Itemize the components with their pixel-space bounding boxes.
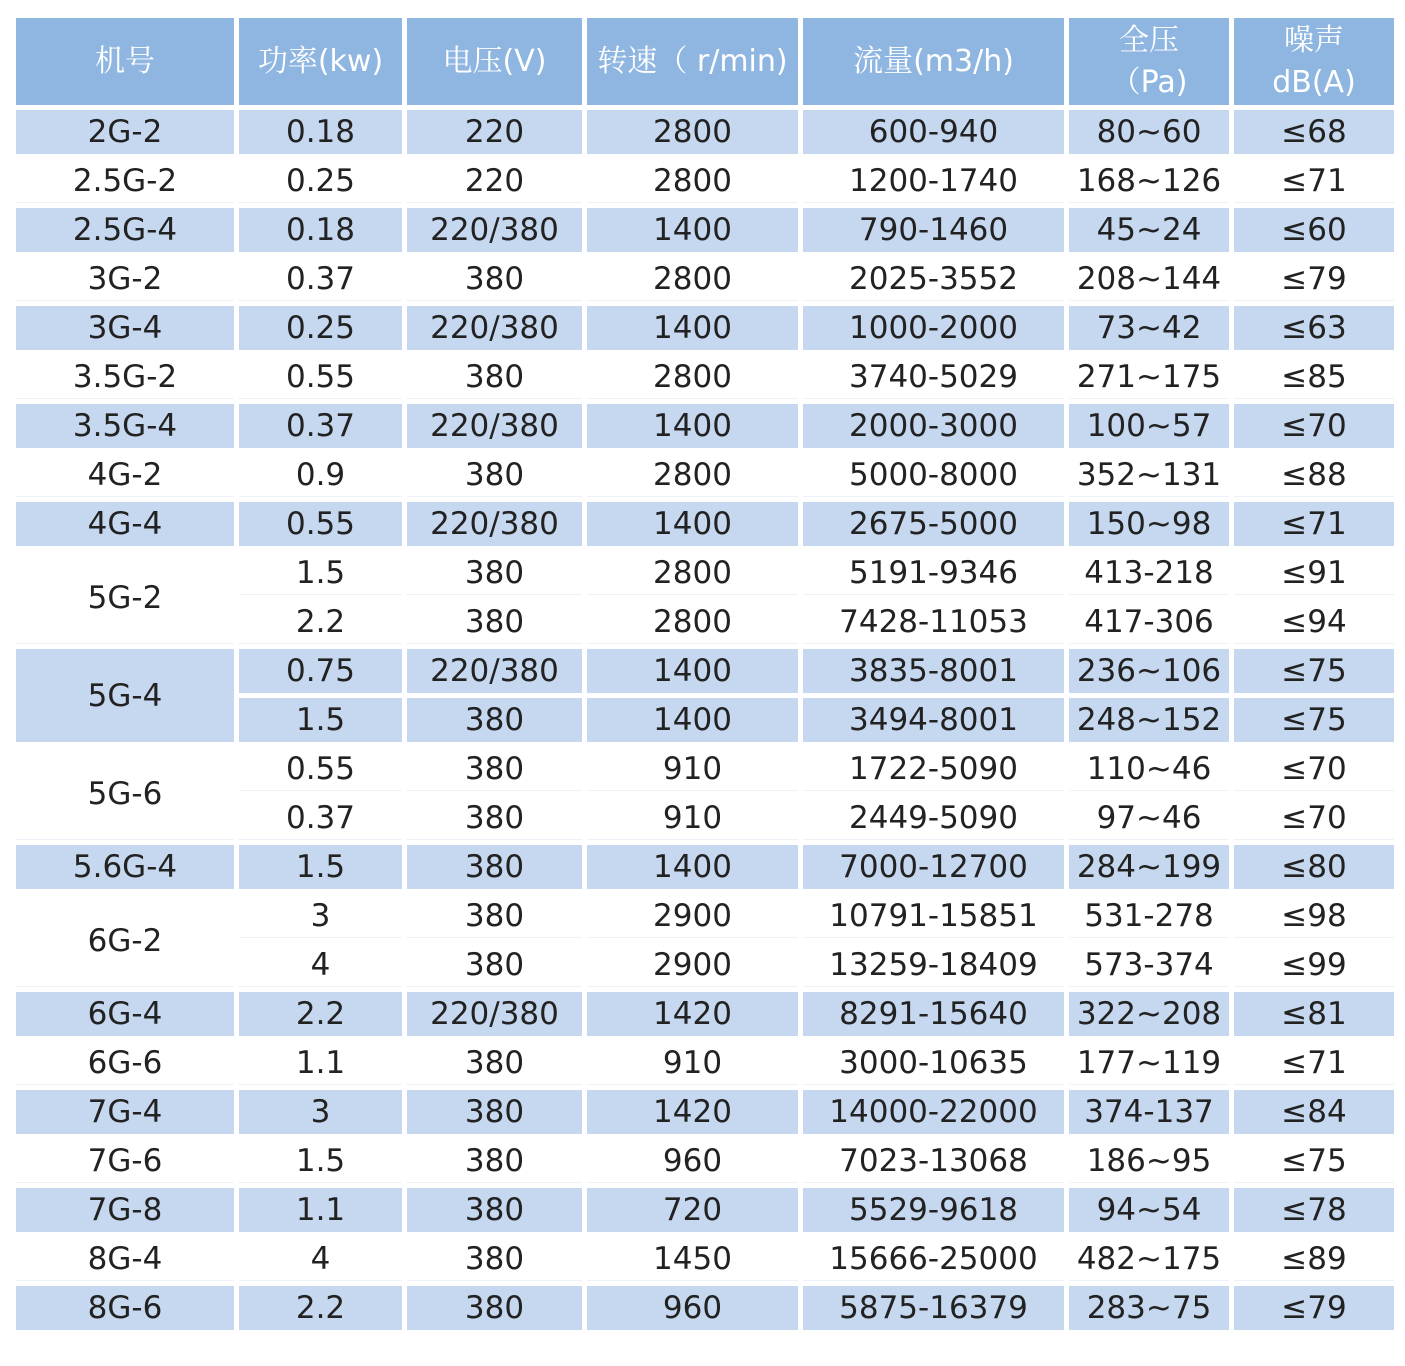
- voltage-cell: 380: [407, 894, 582, 938]
- header-model: [16, 18, 234, 105]
- header-noise: [1234, 18, 1394, 105]
- table-row: [16, 845, 1394, 889]
- table-row: [16, 1286, 1394, 1330]
- table-row: [16, 306, 1394, 350]
- table-row: [16, 257, 1394, 301]
- pressure-cell: 248~152: [1069, 698, 1229, 742]
- pressure-cell: 97~46: [1069, 796, 1229, 840]
- power-cell: 4: [239, 943, 402, 987]
- pressure-cell: 413-218: [1069, 551, 1229, 595]
- flow-cell: 7000-12700: [803, 845, 1064, 889]
- model-cell: 6G-4: [16, 992, 234, 1036]
- pressure-cell: 284~199: [1069, 845, 1229, 889]
- flow-cell: 3740-5029: [803, 355, 1064, 399]
- voltage-cell: 380: [407, 943, 582, 987]
- power-cell: 1.1: [239, 1188, 402, 1232]
- voltage-cell: 380: [407, 551, 582, 595]
- noise-cell: ≤81: [1234, 992, 1394, 1036]
- voltage-cell: 380: [407, 1286, 582, 1330]
- table-row: [16, 1139, 1394, 1183]
- power-cell: 0.55: [239, 355, 402, 399]
- model-cell: 5G-6: [16, 747, 234, 840]
- model-cell: 3.5G-4: [16, 404, 234, 448]
- table-row: [16, 502, 1394, 546]
- model-cell: 2.5G-4: [16, 208, 234, 252]
- pressure-cell: 482~175: [1069, 1237, 1229, 1281]
- noise-cell: ≤75: [1234, 1139, 1394, 1183]
- pressure-cell: 271~175: [1069, 355, 1229, 399]
- speed-cell: 1400: [587, 649, 798, 693]
- pressure-cell: 177~119: [1069, 1041, 1229, 1085]
- pressure-cell: 573-374: [1069, 943, 1229, 987]
- voltage-cell: 380: [407, 1237, 582, 1281]
- flow-cell: 790-1460: [803, 208, 1064, 252]
- header-label: 流量(m3/h): [853, 43, 1014, 79]
- flow-cell: 2025-3552: [803, 257, 1064, 301]
- noise-cell: ≤71: [1234, 159, 1394, 203]
- voltage-cell: 380: [407, 698, 582, 742]
- model-cell: 3.5G-2: [16, 355, 234, 399]
- table-row: [16, 1237, 1394, 1281]
- voltage-cell: 220: [407, 110, 582, 154]
- power-cell: 1.5: [239, 1139, 402, 1183]
- model-cell: 4G-2: [16, 453, 234, 497]
- table-row: [16, 992, 1394, 1036]
- speed-cell: 1420: [587, 992, 798, 1036]
- power-cell: 2.2: [239, 992, 402, 1036]
- model-cell: 3G-4: [16, 306, 234, 350]
- pressure-cell: 208~144: [1069, 257, 1229, 301]
- power-cell: 2.2: [239, 600, 402, 644]
- header-speed: [587, 18, 798, 105]
- noise-cell: ≤84: [1234, 1090, 1394, 1134]
- flow-cell: 15666-25000: [803, 1237, 1064, 1281]
- noise-cell: ≤71: [1234, 502, 1394, 546]
- voltage-cell: 220/380: [407, 992, 582, 1036]
- pressure-cell: 236~106: [1069, 649, 1229, 693]
- noise-cell: ≤80: [1234, 845, 1394, 889]
- power-cell: 1.5: [239, 551, 402, 595]
- speed-cell: 1420: [587, 1090, 798, 1134]
- power-cell: 0.55: [239, 502, 402, 546]
- voltage-cell: 220/380: [407, 404, 582, 448]
- voltage-cell: 380: [407, 1139, 582, 1183]
- voltage-cell: 380: [407, 796, 582, 840]
- model-cell: 7G-8: [16, 1188, 234, 1232]
- header-label: 机号: [95, 43, 155, 79]
- header-label: 转速（ r/min): [597, 43, 788, 79]
- table-row: [16, 404, 1394, 448]
- flow-cell: 7023-13068: [803, 1139, 1064, 1183]
- power-cell: 0.18: [239, 110, 402, 154]
- voltage-cell: 380: [407, 257, 582, 301]
- model-cell: 5G-2: [16, 551, 234, 644]
- noise-cell: ≤88: [1234, 453, 1394, 497]
- flow-cell: 1722-5090: [803, 747, 1064, 791]
- noise-cell: ≤68: [1234, 110, 1394, 154]
- power-cell: 3: [239, 894, 402, 938]
- noise-cell: ≤78: [1234, 1188, 1394, 1232]
- pressure-cell: 322~208: [1069, 992, 1229, 1036]
- power-cell: 3: [239, 1090, 402, 1134]
- header-voltage: [407, 18, 582, 105]
- power-cell: 0.9: [239, 453, 402, 497]
- pressure-cell: 80~60: [1069, 110, 1229, 154]
- model-cell: 2.5G-2: [16, 159, 234, 203]
- speed-cell: 2800: [587, 551, 798, 595]
- speed-cell: 910: [587, 747, 798, 791]
- model-cell: 3G-2: [16, 257, 234, 301]
- flow-cell: 2675-5000: [803, 502, 1064, 546]
- noise-cell: ≤89: [1234, 1237, 1394, 1281]
- flow-cell: 5529-9618: [803, 1188, 1064, 1232]
- power-cell: 0.55: [239, 747, 402, 791]
- noise-cell: ≤99: [1234, 943, 1394, 987]
- noise-cell: ≤60: [1234, 208, 1394, 252]
- speed-cell: 1400: [587, 502, 798, 546]
- voltage-cell: 380: [407, 1090, 582, 1134]
- power-cell: 0.37: [239, 257, 402, 301]
- header-pressure: [1069, 18, 1229, 105]
- power-cell: 0.25: [239, 159, 402, 203]
- power-cell: 1.5: [239, 698, 402, 742]
- power-cell: 0.37: [239, 796, 402, 840]
- header-label: 噪声: [1284, 22, 1344, 58]
- model-cell: 7G-4: [16, 1090, 234, 1134]
- voltage-cell: 380: [407, 747, 582, 791]
- table-row: [16, 1090, 1394, 1134]
- header-flow: [803, 18, 1064, 105]
- speed-cell: 2800: [587, 453, 798, 497]
- speed-cell: 1400: [587, 698, 798, 742]
- header-power: [239, 18, 402, 105]
- speed-cell: 910: [587, 1041, 798, 1085]
- noise-cell: ≤63: [1234, 306, 1394, 350]
- speed-cell: 2800: [587, 110, 798, 154]
- pressure-cell: 186~95: [1069, 1139, 1229, 1183]
- pressure-cell: 374-137: [1069, 1090, 1229, 1134]
- flow-cell: 3835-8001: [803, 649, 1064, 693]
- pressure-cell: 531-278: [1069, 894, 1229, 938]
- pressure-cell: 417-306: [1069, 600, 1229, 644]
- power-cell: 0.18: [239, 208, 402, 252]
- model-cell: 2G-2: [16, 110, 234, 154]
- voltage-cell: 380: [407, 1041, 582, 1085]
- noise-cell: ≤98: [1234, 894, 1394, 938]
- noise-cell: ≤79: [1234, 1286, 1394, 1330]
- flow-cell: 600-940: [803, 110, 1064, 154]
- speed-cell: 2900: [587, 894, 798, 938]
- flow-cell: 2449-5090: [803, 796, 1064, 840]
- speed-cell: 720: [587, 1188, 798, 1232]
- speed-cell: 960: [587, 1286, 798, 1330]
- flow-cell: 3494-8001: [803, 698, 1064, 742]
- pressure-cell: 73~42: [1069, 306, 1229, 350]
- table-row: [16, 355, 1394, 399]
- power-cell: 0.75: [239, 649, 402, 693]
- pressure-cell: 45~24: [1069, 208, 1229, 252]
- pressure-cell: 100~57: [1069, 404, 1229, 448]
- flow-cell: 8291-15640: [803, 992, 1064, 1036]
- flow-cell: 7428-11053: [803, 600, 1064, 644]
- voltage-cell: 380: [407, 1188, 582, 1232]
- speed-cell: 1400: [587, 306, 798, 350]
- table-row: [16, 1041, 1394, 1085]
- speed-cell: 2800: [587, 600, 798, 644]
- model-cell: 4G-4: [16, 502, 234, 546]
- table-body: [16, 110, 1394, 1330]
- header-unit: dB(A): [1272, 64, 1356, 100]
- voltage-cell: 380: [407, 453, 582, 497]
- noise-cell: ≤70: [1234, 747, 1394, 791]
- header-row: [16, 18, 1394, 105]
- flow-cell: 5000-8000: [803, 453, 1064, 497]
- model-cell: 5G-4: [16, 649, 234, 742]
- header-label: 电压(V): [442, 43, 547, 79]
- fan-spec-table: [11, 13, 1399, 1335]
- speed-cell: 1400: [587, 404, 798, 448]
- voltage-cell: 380: [407, 355, 582, 399]
- model-cell: 7G-6: [16, 1139, 234, 1183]
- flow-cell: 5875-16379: [803, 1286, 1064, 1330]
- speed-cell: 1450: [587, 1237, 798, 1281]
- noise-cell: ≤75: [1234, 649, 1394, 693]
- flow-cell: 2000-3000: [803, 404, 1064, 448]
- power-cell: 2.2: [239, 1286, 402, 1330]
- power-cell: 0.37: [239, 404, 402, 448]
- noise-cell: ≤94: [1234, 600, 1394, 644]
- table-row: [16, 453, 1394, 497]
- table-row: [16, 894, 1394, 938]
- voltage-cell: 380: [407, 845, 582, 889]
- speed-cell: 2900: [587, 943, 798, 987]
- voltage-cell: 220/380: [407, 502, 582, 546]
- pressure-cell: 150~98: [1069, 502, 1229, 546]
- flow-cell: 5191-9346: [803, 551, 1064, 595]
- pressure-cell: 352~131: [1069, 453, 1229, 497]
- speed-cell: 2800: [587, 355, 798, 399]
- header-label: 功率(kw): [257, 43, 384, 79]
- noise-cell: ≤75: [1234, 698, 1394, 742]
- speed-cell: 960: [587, 1139, 798, 1183]
- noise-cell: ≤70: [1234, 404, 1394, 448]
- table-row: [16, 1188, 1394, 1232]
- pressure-cell: 110~46: [1069, 747, 1229, 791]
- power-cell: 0.25: [239, 306, 402, 350]
- flow-cell: 3000-10635: [803, 1041, 1064, 1085]
- flow-cell: 14000-22000: [803, 1090, 1064, 1134]
- voltage-cell: 220/380: [407, 306, 582, 350]
- flow-cell: 1000-2000: [803, 306, 1064, 350]
- table-row: [16, 747, 1394, 791]
- speed-cell: 2800: [587, 257, 798, 301]
- speed-cell: 910: [587, 796, 798, 840]
- voltage-cell: 220: [407, 159, 582, 203]
- noise-cell: ≤79: [1234, 257, 1394, 301]
- flow-cell: 10791-15851: [803, 894, 1064, 938]
- voltage-cell: 220/380: [407, 649, 582, 693]
- table-row: [16, 551, 1394, 595]
- table-row: [16, 208, 1394, 252]
- header-label: 全压: [1119, 22, 1179, 58]
- voltage-cell: 220/380: [407, 208, 582, 252]
- flow-cell: 1200-1740: [803, 159, 1064, 203]
- table-row: [16, 110, 1394, 154]
- speed-cell: 1400: [587, 845, 798, 889]
- table-row: [16, 159, 1394, 203]
- flow-cell: 13259-18409: [803, 943, 1064, 987]
- power-cell: 1.1: [239, 1041, 402, 1085]
- noise-cell: ≤70: [1234, 796, 1394, 840]
- pressure-cell: 283~75: [1069, 1286, 1229, 1330]
- noise-cell: ≤91: [1234, 551, 1394, 595]
- model-cell: 6G-6: [16, 1041, 234, 1085]
- speed-cell: 2800: [587, 159, 798, 203]
- table-row: [16, 649, 1394, 693]
- table-header: [16, 18, 1394, 105]
- speed-cell: 1400: [587, 208, 798, 252]
- power-cell: 4: [239, 1237, 402, 1281]
- power-cell: 1.5: [239, 845, 402, 889]
- noise-cell: ≤85: [1234, 355, 1394, 399]
- model-cell: 8G-6: [16, 1286, 234, 1330]
- voltage-cell: 380: [407, 600, 582, 644]
- header-unit: （Pa): [1110, 64, 1188, 100]
- model-cell: 8G-4: [16, 1237, 234, 1281]
- noise-cell: ≤71: [1234, 1041, 1394, 1085]
- pressure-cell: 168~126: [1069, 159, 1229, 203]
- model-cell: 6G-2: [16, 894, 234, 987]
- pressure-cell: 94~54: [1069, 1188, 1229, 1232]
- model-cell: 5.6G-4: [16, 845, 234, 889]
